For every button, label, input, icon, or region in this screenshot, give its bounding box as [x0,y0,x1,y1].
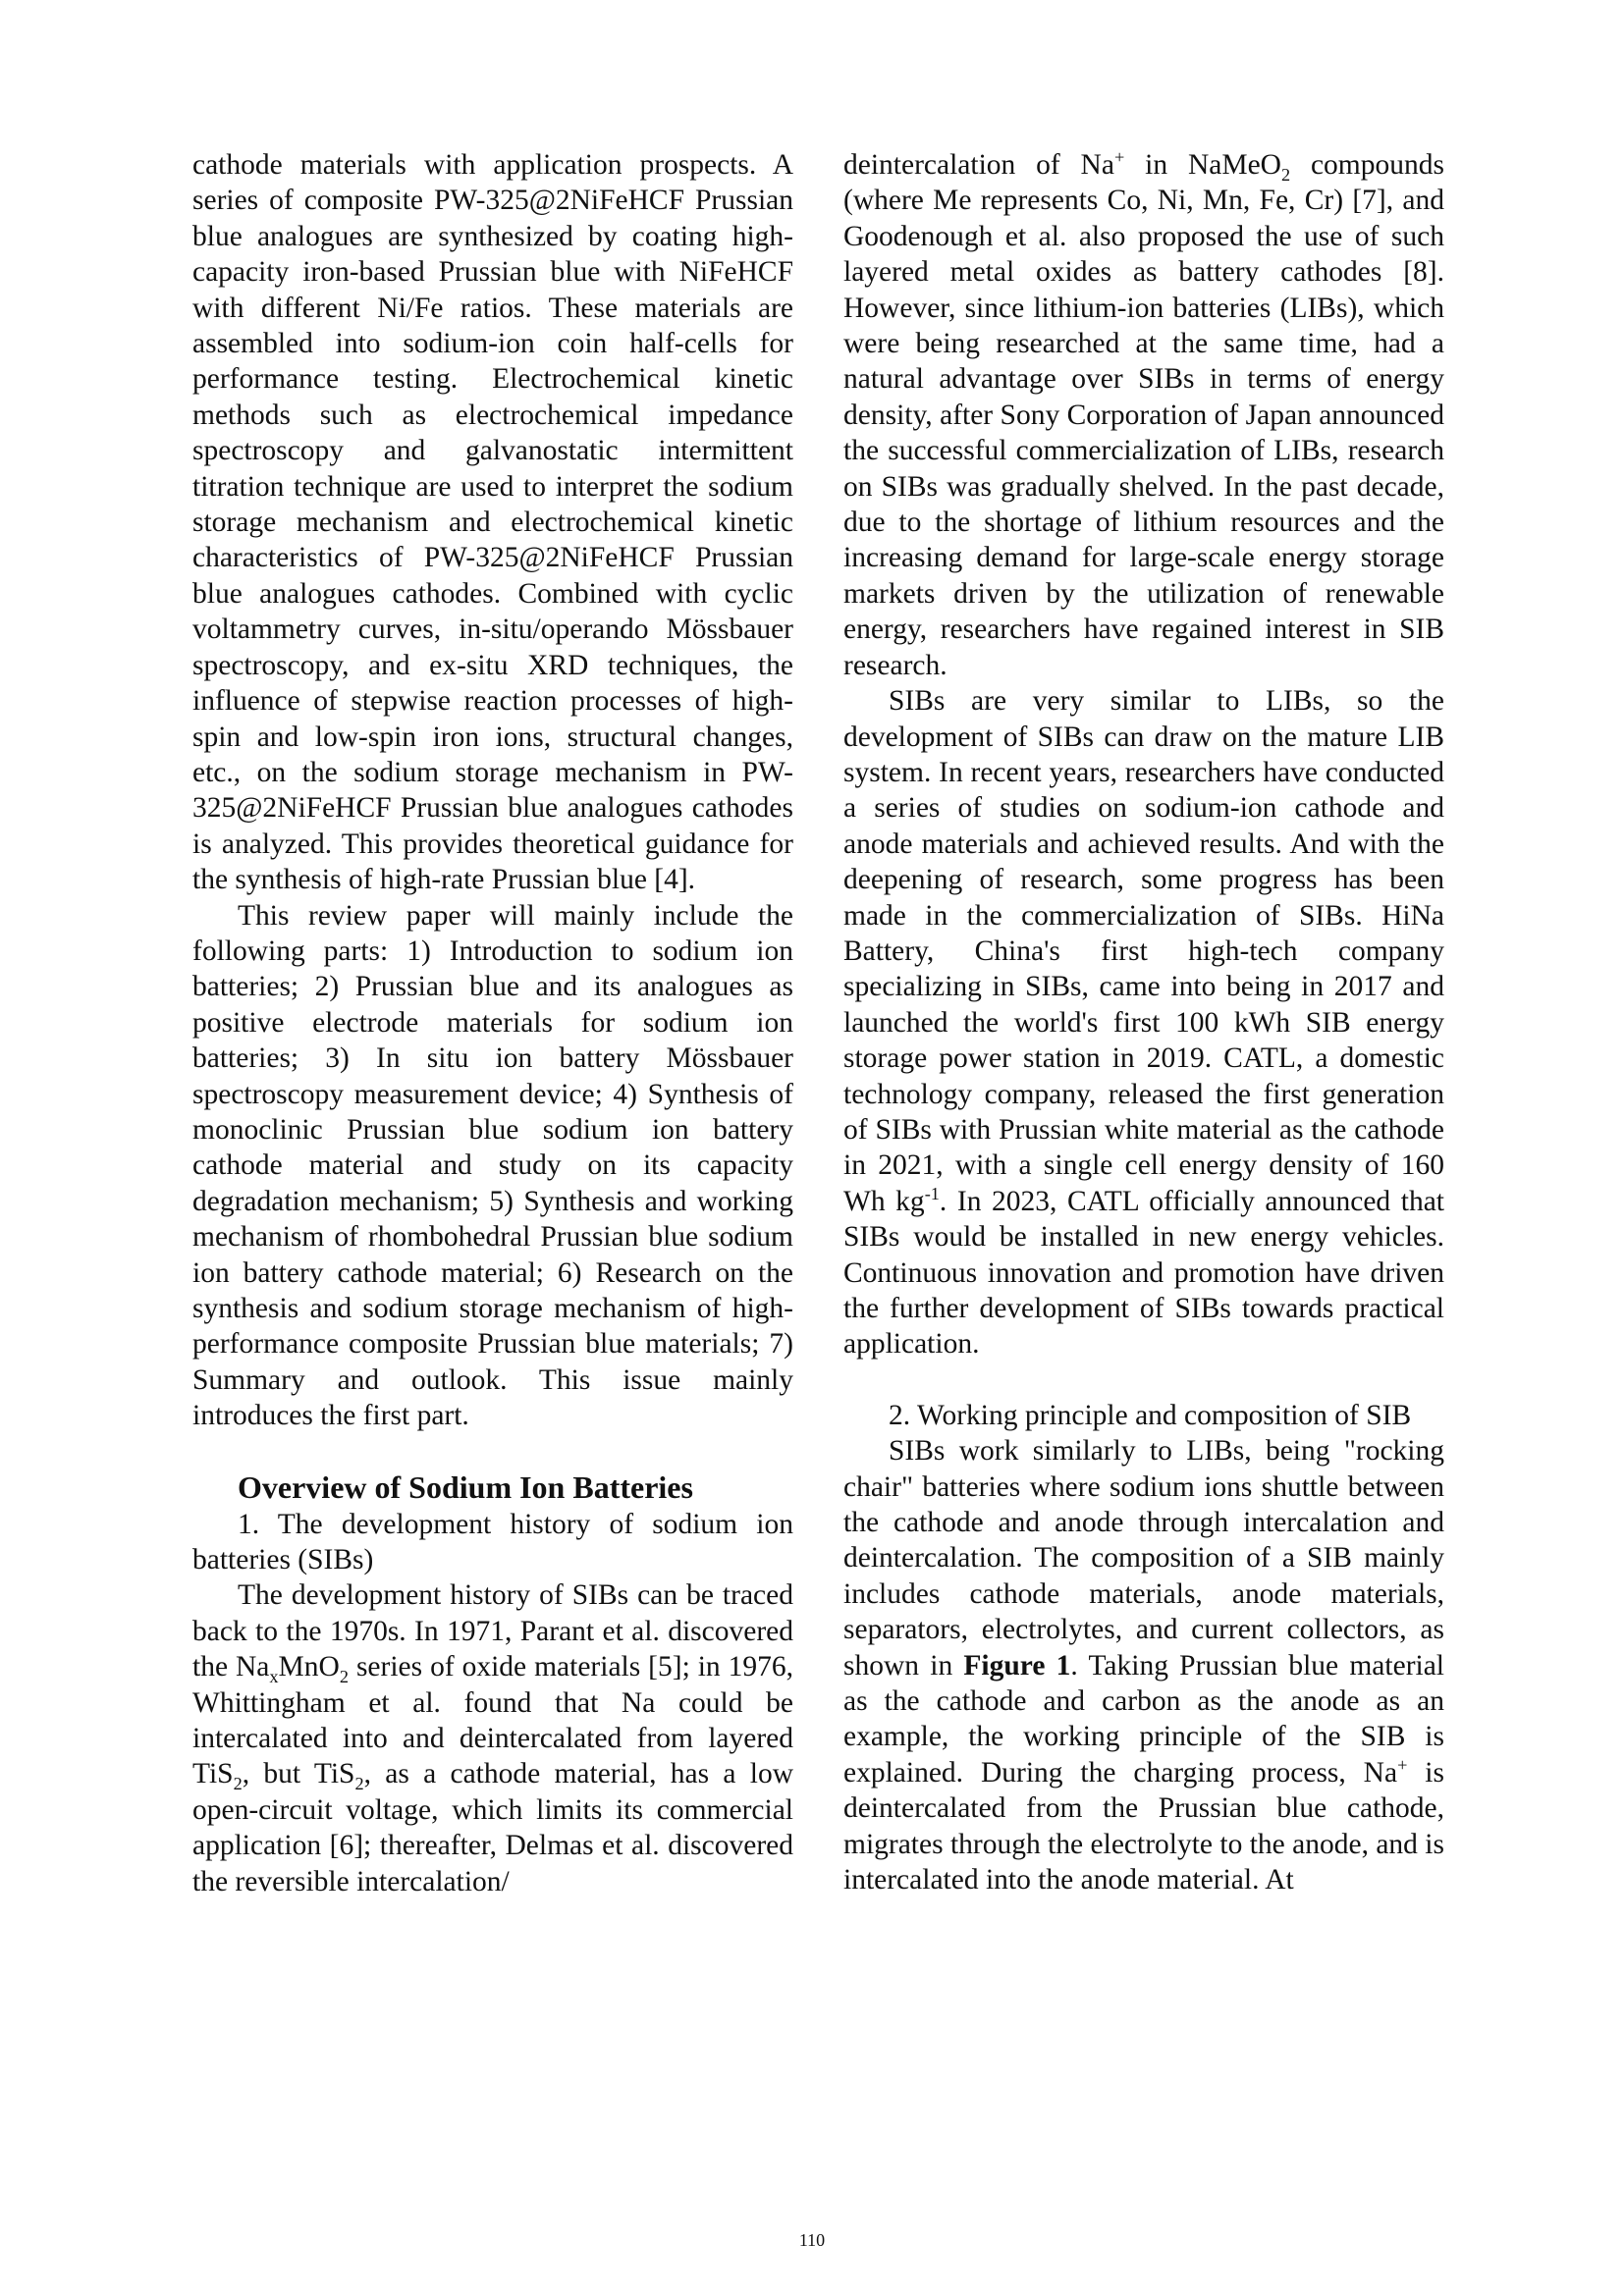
superscript: + [1397,1755,1408,1776]
text-run: SIBs are very similar to LIBs, so the development of SIBs can draw on the mature LIB system. In recent years, researchers have conducted a series of studies on sodium-ion cathode and anode materials and achieved results. And with the deepening of research, some progress has been made in the commercialization of SIBs. HiNa Battery, China's first high-tech company specializing in SIBs, came into being in 2017 and launched the world's first 100 kWh SIB energy storage power station in 2019. CATL, a domestic technology company, released the first generation of SIBs with Prussian white material as the cathode in 2021, with a single cell energy density of 160 Wh kg [843,685,1444,1217]
subsection-title-development-history: 1. The development history of sodium ion batteries (SIBs) [192,1508,793,1576]
text-run: , as a cathode material, has a low open-circuit voltage, which limits its commercial application [6]; thereafter, Delmas et al. discovered the reversible intercalation/ [192,1758,794,1897]
subscript: 2 [354,1774,364,1794]
subscript: 2 [339,1667,349,1687]
paragraph-gap [843,1362,1444,1398]
text-run: SIBs work similarly to LIBs, being "rocking chair" batteries where sodium ions shuttle between the cathode and anode through intercalation and deintercalation. The composition of a SIB mainly includes cathode materials, anode materials, separators, electrolytes, and current collectors, as shown in [843,1435,1444,1682]
figure-reference: Figure 1 [963,1649,1071,1682]
page-number: 110 [798,2230,826,2250]
subsection-title-working-principle: 2. Working principle and composition of SIB [889,1399,1412,1431]
text-run: deintercalation of Na [843,149,1114,181]
left-column [192,147,793,1899]
text-run: . In 2023, CATL officially announced that SIBs would be installed in new energy vehicles. Continuous innovation and promotion have driven the further development of SIBs towards practical application. [843,1185,1444,1361]
subscript: 2 [1280,164,1291,185]
paragraph-review-outline: This review paper will mainly include the following parts: 1) Introduction to sodium ion batteries; 2) Prussian blue and its analogues as positive electrode materials for sodium ion batteries; 3) In situ ion battery Mössbauer spectroscopy measurement device; 4) Synthesis of monoclinic Prussian blue sodium ion battery cathode material and study on its capacity degradation mechanism; 5) Synthesis and working mechanism of rhombohedral Prussian blue sodium ion battery cathode material; 6) Research on the synthesis and sodium storage mechanism of high-performance composite Prussian blue materials; 7) Summary and outlook. This issue mainly introduces the first part. [192,899,793,1432]
superscript: + [1113,147,1125,168]
paragraph-sibs-vs-libs [843,683,1444,1362]
subscript: 2 [233,1774,243,1794]
section-heading: Overview of Sodium Ion Batteries [238,1468,693,1505]
text-run: . Taking Prussian blue material as the cathode and carbon as the anode as an example, the working principle of the SIB is explained. During the charging process, Na [843,1649,1445,1789]
text-run: , but TiS [242,1758,355,1790]
text-run: compounds (where Me represents Co, Ni, Mn, Fe, Cr) [7], and Goodenough et al. also proposed the use of such layered metal oxides as battery cathodes [8]. However, since lithium-ion batteries (LIBs), which were being researched at the same time, had a natural advantage over SIBs in terms of energy density, after Sony Corporation of Japan announced the successful commercialization of LIBs, research on SIBs was gradually shelved. In the past decade, due to the shortage of lithium resources and the increasing demand for large-scale energy storage markets driven by the utilization of renewable energy, researchers have regained interest in SIB research. [843,149,1444,681]
subscript: x [269,1667,279,1687]
right-column [843,147,1444,1898]
paragraph-deintercalation [843,147,1444,683]
text-run: is deintercalated from the Prussian blue cathode, migrates through the electrolyte to the anode, and is intercalated into the anode material. At [843,1756,1444,1896]
text-run: MnO [278,1651,340,1683]
superscript: -1 [924,1183,940,1203]
paragraph-development-history [192,1577,793,1899]
paragraph-continuation: cathode materials with application prospects. A series of composite PW-325@2NiFeHCF Prussian blue analogues are synthesized by coating high-capacity iron-based Prussian blue with NiFeHCF with different Ni/Fe ratios. These materials are assembled into sodium-ion coin half-cells for performance testing. Electrochemical kinetic methods such as electrochemical impedance spectroscopy and galvanostatic intermittent titration technique are used to interpret the sodium storage mechanism and electrochemical kinetic characteristics of PW-325@2NiFeHCF Prussian blue analogues cathodes. Combined with cyclic voltammetry curves, in-situ/operando Mössbauer spectroscopy, and ex-situ XRD techniques, the influence of stepwise reaction processes of high-spin and low-spin iron ions, structural changes, etc., on the sodium storage mechanism in PW-325@2NiFeHCF Prussian blue analogues cathodes is analyzed. This provides theoretical guidance for the synthesis of high-rate Prussian blue [4]. [192,149,793,896]
paragraph-working-principle [843,1433,1444,1897]
text-run: series of oxide materials [5]; in 1976, Whittingham et al. found that Na could be intercalated into and deintercalated from layered TiS [192,1651,793,1790]
text-run: The development history of SIBs can be traced back to the 1970s. In 1971, Parant et al. discovered the Na [192,1579,793,1683]
text-run: in NaMeO [1124,149,1281,181]
